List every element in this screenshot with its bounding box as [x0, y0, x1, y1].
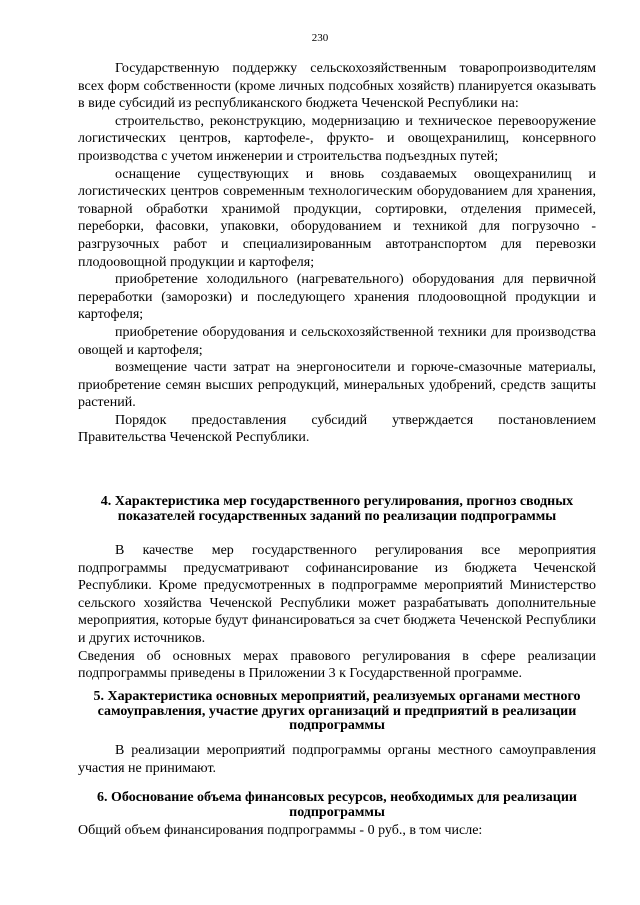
section-4-heading: 4. Характеристика мер государственного регулирования, прогноз сводных показателей государственных заданий по реализации подпрограммы — [100, 494, 574, 524]
paragraph-regulation-measures: В качестве мер государственного регулирования все мероприятия подпрограммы предусматривают софинансирование из бюджета Чеченской Республики. Кроме предусмотренных в подпрограмме мероприятий Министерство сельского хозяйства Чеченской Республики может разрабатывать дополнительные мероприятия, которые будут финансироваться за счет бюджета Чеченской Республики и других источников. — [78, 543, 596, 646]
paragraph-equipment: оснащение существующих и вновь создаваемых овощехранилищ и логистических центров современным технологическим оборудованием для хранения, товарной обработки хранимой продукции, сортировки, отделения примесей, переборки, фасовки, упаковки, оборудованием и техникой для погрузочно - разгрузочных работ и специализированным автотранспортом для перевозки плодоовощной продукции и картофеля; — [78, 166, 596, 270]
section-5-heading-block — [78, 690, 596, 734]
paragraph-refrigeration: приобретение холодильного (нагревательного) оборудования для первичной переработки (заморозки) и последующего хранения плодоовощной продукции и картофеля; — [78, 272, 596, 323]
paragraph-local-government: В реализации мероприятий подпрограммы органы местного самоуправления участия не принимают. — [78, 743, 596, 776]
intro-section — [78, 60, 596, 447]
paragraph-state-support: Государственную поддержку сельскохозяйственным товаропроизводителям всех форм собственности (кроме личных подсобных хозяйств) планируется оказывать в виде субсидий из республиканского бюджета Чеченской Республики на: — [78, 61, 596, 112]
paragraph-total-funding: Общий объем финансирования подпрограммы - 0 руб., в том числе: — [78, 823, 483, 838]
paragraph-construction: строительство, реконструкцию, модернизацию и техническое перевооружение логистических центров, картофеле-, фрукто- и овощехранилищ, консервного производства с учетом инженерии и строительства подъездных путей; — [78, 113, 596, 164]
paragraph-subsidy-procedure: Порядок предоставления субсидий утверждается постановлением Правительства Чеченской Республики. — [78, 412, 596, 446]
section-5-heading: 5. Характеристика основных мероприятий, реализуемых органами местного самоуправления, участие других организаций и предприятий в реализации подпрограммы — [93, 689, 581, 733]
section-6-body — [78, 822, 596, 840]
paragraph-reimbursement: возмещение части затрат на энергоносители и горюче-смазочные материалы, приобретение семян высших репродукций, минеральных удобрений, средств защиты растений. — [78, 360, 596, 411]
section-4-heading-block — [78, 495, 596, 524]
section-6-heading: 6. Обоснование объема финансовых ресурсов, необходимых для реализации подпрограммы — [97, 790, 577, 820]
paragraph-legal-regulation: Сведения об основных мерах правового регулирования в сфере реализации подпрограммы приведены в Приложении 3 к Государственной программе. — [78, 648, 596, 682]
page-number: 230 — [311, 32, 329, 44]
section-4-body — [78, 542, 596, 683]
paragraph-machinery: приобретение оборудования и сельскохозяйственной техники для производства овощей и картофеля; — [78, 324, 596, 358]
section-6-heading-block — [78, 791, 596, 820]
section-5-body — [78, 742, 596, 777]
